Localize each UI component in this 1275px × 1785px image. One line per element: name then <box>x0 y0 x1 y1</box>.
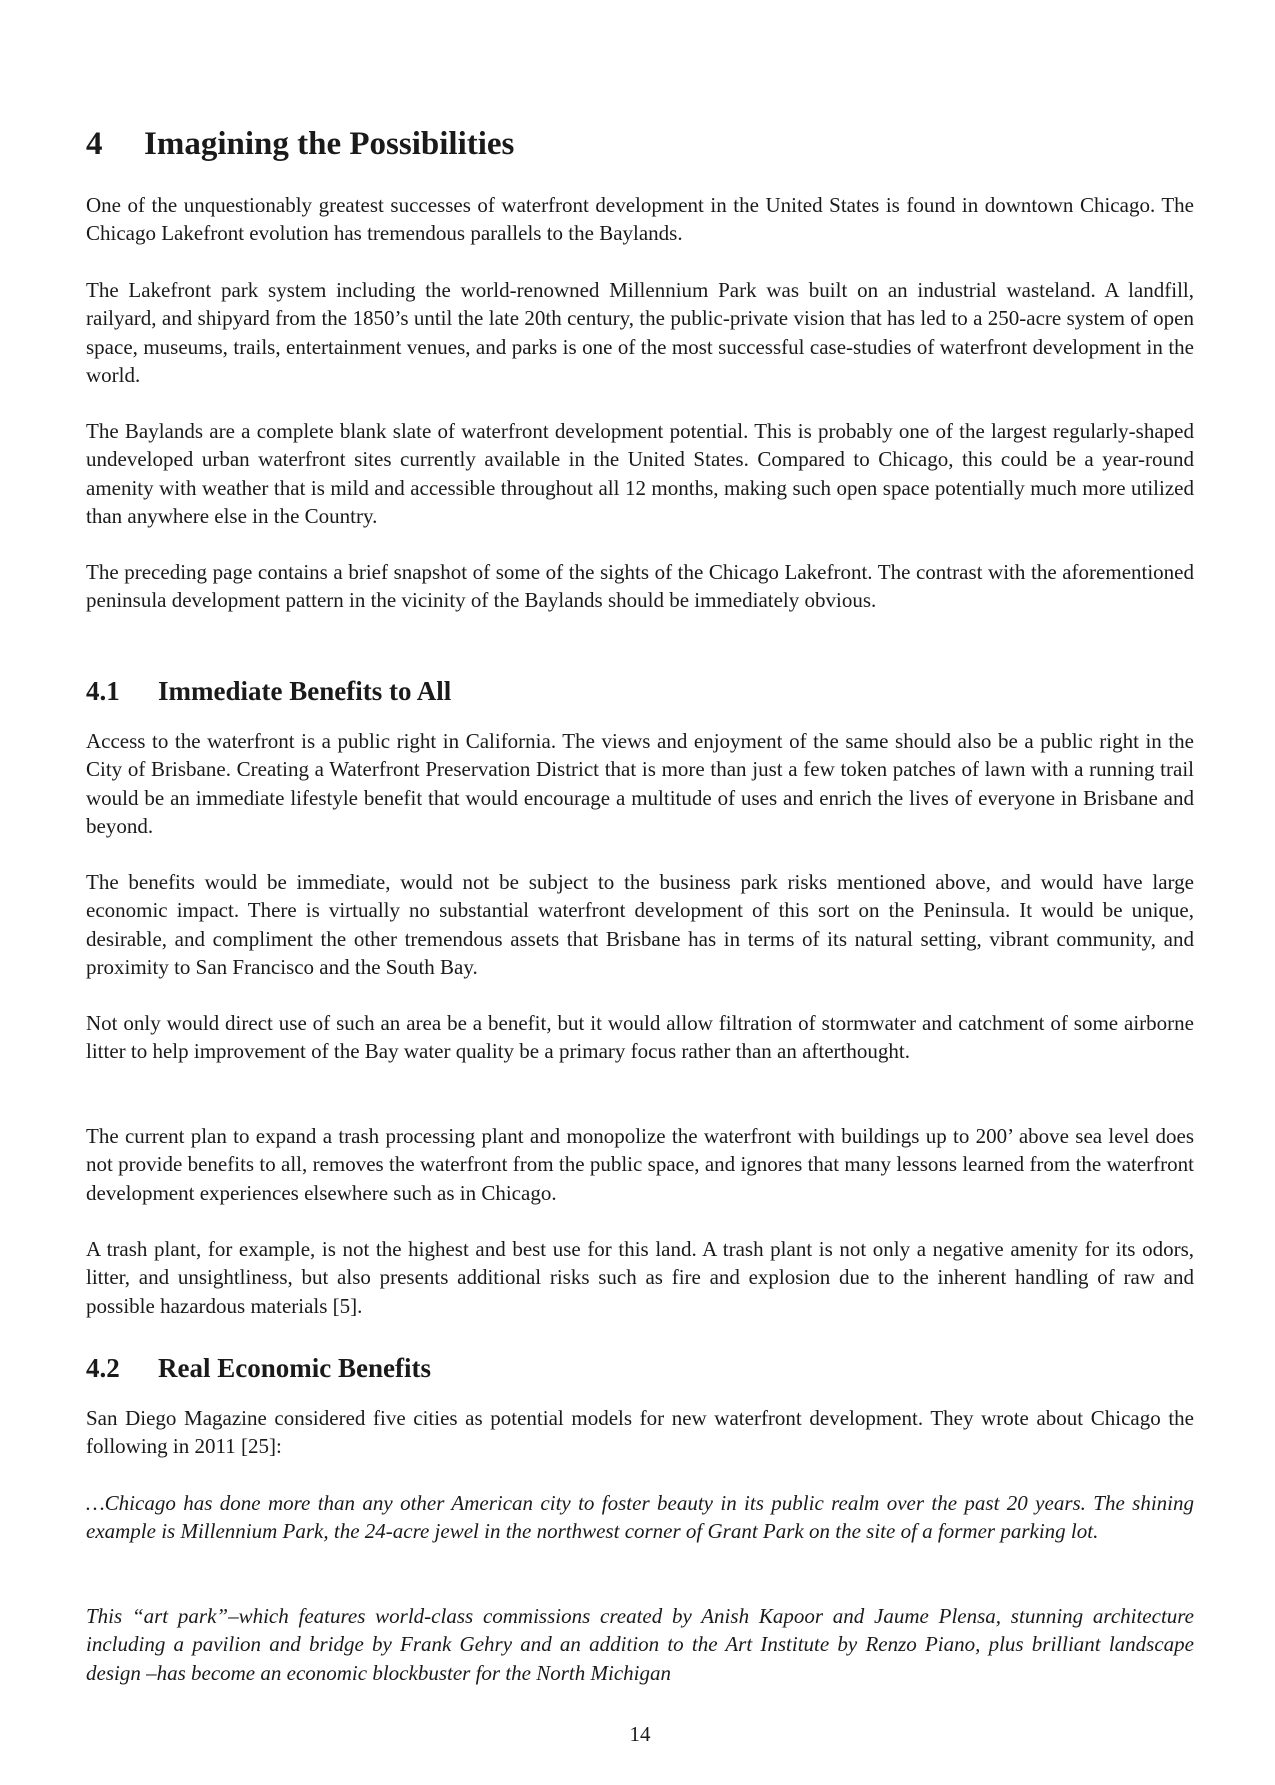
paragraph: One of the unquestionably greatest successes of waterfront development in the United States is found in downtown Chicago. The Chicago Lakefront evolution has tremendous parallels to the Baylands. <box>86 193 1194 246</box>
subsection-title: Real Economic Benefits <box>158 1353 431 1383</box>
paragraph: Not only would direct use of such an area be a benefit, but it would allow filtration of stormwater and catchment of some airborne litter to help improvement of the Bay water quality be a primary focus rather than an afterthought. <box>86 1011 1194 1064</box>
paragraph: A trash plant, for example, is not the highest and best use for this land. A trash plant is not only a negative amenity for its odors, litter, and unsightliness, but also presents additional risks such as fire and explosion due to the inherent handling of raw and possible hazardous materials [5]. <box>86 1237 1194 1318</box>
block-quote: …Chicago has done more than any other American city to foster beauty in its public realm over the past 20 years. The shining example is Millennium Park, the 24-acre jewel in the northwest corner of Grant Park on the site of a former parking lot. <box>86 1491 1194 1544</box>
document-page <box>86 0 1194 1785</box>
paragraph: The benefits would be immediate, would not be subject to the business park risks mentioned above, and would have large economic impact. There is virtually no substantial waterfront development of this sort on the Peninsula. It would be unique, desirable, and compliment the other tremendous assets that Brisbane has in terms of its natural setting, vibrant community, and proximity to San Francisco and the South Bay. <box>86 870 1194 979</box>
section-number: 4 <box>86 126 103 162</box>
paragraph: The Baylands are a complete blank slate of waterfront development potential. This is probably one of the largest regularly-shaped undeveloped urban waterfront sites currently available in the United States. Compared to Chicago, this could be a year-round amenity with weather that is mild and accessible throughout all 12 months, making such open space potentially much more utilized than anywhere else in the Country. <box>86 419 1194 528</box>
page-number: 14 <box>629 1722 651 1746</box>
subsection-number: 4.2 <box>86 1353 120 1383</box>
paragraph: The preceding page contains a brief snapshot of some of the sights of the Chicago Lakefront. The contrast with the aforementioned peninsula development pattern in the vicinity of the Baylands should be immediately obvious. <box>86 560 1194 613</box>
section-title: Imagining the Possibilities <box>144 126 515 162</box>
paragraph: The Lakefront park system including the world-renowned Millennium Park was built on an industrial wasteland. A landfill, railyard, and shipyard from the 1850’s until the late 20th century, the public-private vision that has led to a 250-acre system of open space, museums, trails, entertainment venues, and parks is one of the most successful case-studies of waterfront development in the world. <box>86 278 1194 387</box>
paragraph: San Diego Magazine considered five cities as potential models for new waterfront development. They wrote about Chicago the following in 2011 [25]: <box>86 1406 1194 1459</box>
section-heading <box>86 124 514 164</box>
paragraph: Access to the waterfront is a public right in California. The views and enjoyment of the same should also be a public right in the City of Brisbane. Creating a Waterfront Preservation District that is more than just a few token patches of lawn with a running trail would be an immediate lifestyle benefit that would encourage a multitude of uses and enrich the lives of everyone in Brisbane and beyond. <box>86 729 1194 838</box>
subsection-title: Immediate Benefits to All <box>158 676 452 706</box>
subsection-number: 4.1 <box>86 676 120 706</box>
block-quote: This “art park”–which features world-class commissions created by Anish Kapoor and Jaume Plensa, stunning architecture including a pavilion and bridge by Frank Gehry and an addition to the Art Institute by Renzo Piano, plus brilliant landscape design –has become an economic blockbuster for the North Michigan <box>86 1604 1194 1685</box>
subsection-heading <box>86 675 451 707</box>
subsection-heading <box>86 1352 431 1384</box>
paragraph: The current plan to expand a trash processing plant and monopolize the waterfront with buildings up to 200’ above sea level does not provide benefits to all, removes the waterfront from the public space, and ignores that many lessons learned from the waterfront development experiences elsewhere such as in Chicago. <box>86 1124 1194 1205</box>
